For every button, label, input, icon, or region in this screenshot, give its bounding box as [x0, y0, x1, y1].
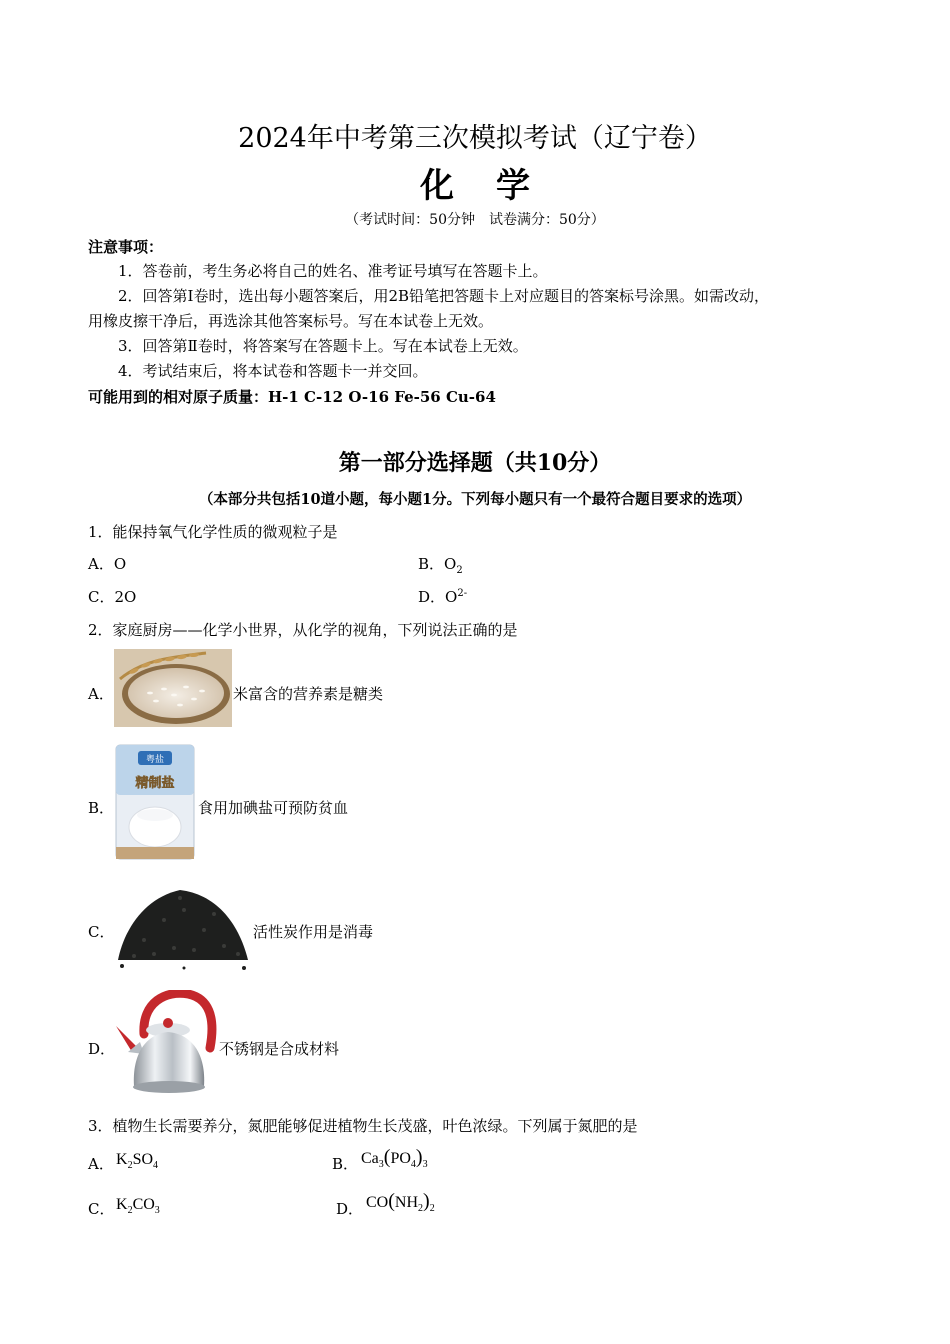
notice-item-2-cont: 用橡皮擦干净后，再选涂其他答案标号。写在本试卷上无效。: [88, 312, 494, 330]
q3-b-sub: 3: [422, 1159, 428, 1171]
notice-item-4: 4．考试结束后，将本试卷和答题卡一并交回。: [118, 362, 428, 380]
notice-heading: 注意事项：: [88, 238, 164, 256]
salt-brand-text: 粤盐: [145, 755, 165, 765]
q1-c-text: 2O: [114, 588, 137, 606]
q2-b-text: 食用加碘盐可预防贫血: [198, 799, 349, 817]
q3-b-label: B．: [332, 1155, 359, 1173]
q1-b-base: O: [444, 555, 457, 573]
q3-a-sub: 2: [127, 1160, 133, 1172]
q2-c-label: C．: [88, 923, 115, 941]
q1-option-d: [418, 586, 467, 607]
q3-c-label: C．: [88, 1200, 115, 1218]
q1-option-b: [418, 553, 463, 576]
q3-a-label: A．: [88, 1155, 114, 1173]
q3-b-part: PO: [390, 1150, 411, 1167]
q1-d-sup: 2-: [457, 588, 468, 599]
q2-stem: 2．家庭厨房——化学小世界，从化学的视角，下列说法正确的是: [88, 621, 518, 639]
activated-carbon-image: [114, 880, 252, 974]
q3-b-part: Ca: [361, 1150, 379, 1167]
q2-b-label: B．: [88, 799, 115, 817]
salt-name-text: 精制盐: [135, 776, 175, 791]
salt-bag-image: [114, 743, 196, 861]
notice-item-3: 3．回答第Ⅱ卷时，将答案写在答题卡上。写在本试卷上无效。: [118, 337, 528, 355]
section-note: （本部分共包括10道小题，每小题1分。下列每小题只有一个最符合题目要求的选项）: [198, 491, 752, 508]
exam-info: （考试时间：50分钟 试卷满分：50分）: [345, 212, 605, 228]
q3-a-part: K: [116, 1151, 128, 1168]
q3-b-paren: ): [415, 1146, 423, 1168]
q3-b-paren: (: [383, 1146, 391, 1168]
q1-d-label: D．: [418, 588, 446, 606]
rice-image: [114, 649, 232, 727]
q3-b-formula: [361, 1146, 428, 1170]
atomic-mass-line: 可能用到的相对原子质量：H-1 C-12 O-16 Fe-56 Cu-64: [88, 388, 496, 406]
q1-c-label: C．: [88, 588, 115, 606]
q3-a-part: SO: [132, 1151, 154, 1168]
q3-c-part: CO: [132, 1196, 155, 1213]
q3-d-part: CO: [366, 1194, 389, 1211]
q3-d-part: NH: [394, 1194, 419, 1211]
q3-b-sub: 4: [410, 1159, 416, 1171]
q3-d-sub: 2: [429, 1203, 435, 1215]
q3-d-paren: ): [423, 1190, 430, 1212]
q2-d-label: D．: [88, 1040, 116, 1058]
q3-c-formula: [116, 1196, 160, 1216]
q1-a-label: A．: [88, 555, 114, 573]
q3-d-sub: 2: [418, 1203, 424, 1215]
q3-a-sub: 4: [153, 1160, 159, 1172]
subject-title: 化学: [420, 166, 572, 206]
q3-stem: 3．植物生长需要养分，氮肥能够促进植物生长茂盛，叶色浓绿。下列属于氮肥的是: [88, 1117, 638, 1135]
q3-c-sub: 3: [154, 1205, 160, 1217]
q3-d-paren: (: [388, 1190, 395, 1212]
q2-a-label: A．: [88, 685, 114, 703]
notice-item-1: 1．答卷前，考生务必将自己的姓名、准考证号填写在答题卡上。: [118, 262, 548, 280]
q1-b-label: B．: [418, 555, 445, 573]
q1-b-sub: 2: [456, 565, 463, 576]
q1-option-c: [88, 586, 136, 607]
q3-d-label: D．: [336, 1200, 364, 1218]
q2-d-text: 不锈钢是合成材料: [219, 1040, 340, 1058]
q3-b-sub: 3: [378, 1159, 384, 1171]
q2-a-text: 米富含的营养素是糖类: [233, 685, 384, 703]
kettle-image: [114, 990, 218, 1098]
q1-stem: 1．能保持氧气化学性质的微观粒子是: [88, 523, 338, 541]
q1-d-base: O: [445, 588, 458, 606]
q1-a-text: O: [113, 555, 127, 573]
q1-option-a: [88, 553, 126, 574]
q3-c-part: K: [116, 1196, 128, 1213]
section-title: 第一部分选择题（共10分）: [338, 450, 612, 476]
exam-title: 2024年中考第三次模拟考试（辽宁卷）: [238, 123, 712, 154]
q2-c-text: 活性炭作用是消毒: [253, 923, 374, 941]
notice-item-2: 2．回答第Ⅰ卷时，选出每小题答案后，用2B铅笔把答题卡上对应题目的答案标号涂黑。如需改动，: [118, 287, 770, 305]
q3-c-sub: 2: [127, 1205, 133, 1217]
q3-d-formula: [366, 1190, 435, 1214]
q3-a-formula: [116, 1151, 158, 1171]
